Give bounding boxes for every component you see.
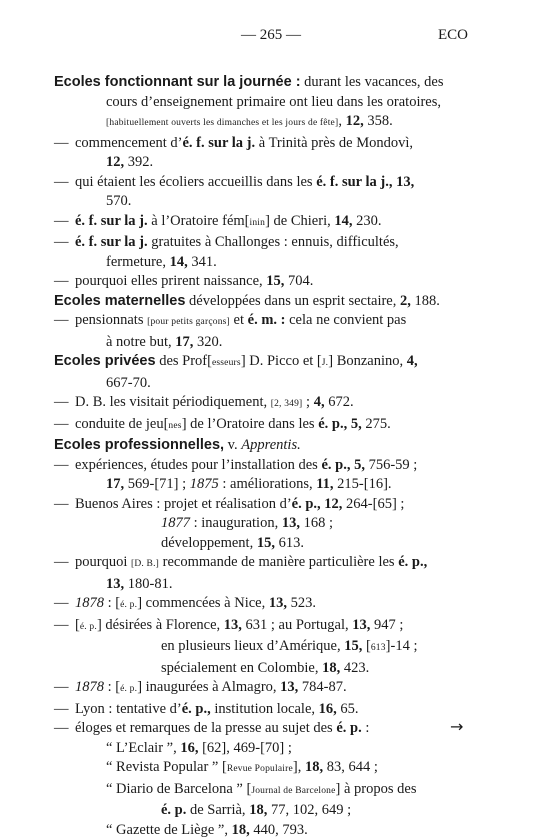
entry-line: — Buenos Aires : projet et réalisation d’é. p., 12, 264-[65] ; [54,495,484,515]
entry-line: 570. [54,192,484,212]
entry-line: 13, 180-81. [54,575,484,595]
entry-line: — pensionnats [pour petits garçons] et é. m. : cela ne convient pas [54,311,484,333]
entry-line: — é. f. sur la j. à l’Oratoire fém[inin] de Chieri, 14, 230. [54,212,484,234]
entry-line: Ecoles privées des Prof[esseurs] D. Picco et [J.] Bonzanino, 4, [54,352,484,374]
index-entry [54,456,484,495]
index-entry [54,212,484,234]
index-entry [54,700,484,720]
page-number: — 265 — [0,27,542,44]
entry-line: — pourquoi elles prirent naissance, 15, 704. [54,272,484,292]
index-entry [54,594,484,616]
entry-line: 12, 392. [54,153,484,173]
index-entry [54,233,484,272]
index-entry [54,495,484,554]
index-entry [54,553,484,594]
entry-line: 17, 569-[71] ; 1875 : améliorations, 11, 215-[16]. [54,475,484,495]
entry-line: cours d’enseignement primaire ont lieu dans les oratoires, [54,93,484,113]
entry-line: — [é. p.] désirées à Florence, 13, 631 ; au Portugal, 13, 947 ; [54,616,484,638]
index-entry [54,311,484,352]
entry-line: à notre but, 17, 320. [54,333,484,353]
index-entry [54,352,484,393]
index-entries [54,73,484,840]
index-entry [54,393,484,415]
entry-line: “ L’Eclair ”, 16, [62], 469-[70] ; [54,739,484,759]
entry-line: — conduite de jeu[nes] de l’Oratoire dans les é. p., 5, 275. [54,415,484,437]
entry-line: — qui étaient les écoliers accueillis dans les é. f. sur la j., 13, [54,173,484,193]
entry-line: é. p. de Sarrià, 18, 77, 102, 649 ; [54,801,484,821]
entry-line: Ecoles fonctionnant sur la journée : durant les vacances, des [54,73,484,93]
entry-line: — D. B. les visitait périodiquement, [2, 349] ; 4, 672. [54,393,484,415]
index-entry [54,415,484,437]
entry-line: “ Gazette de Liège ”, 18, 440, 793. [54,821,484,840]
entry-line: — 1878 : [é. p.] inaugurées à Almagro, 13, 784-87. [54,678,484,700]
index-entry [54,436,484,456]
entry-line: — Lyon : tentative d’é. p., institution locale, 16, 65. [54,700,484,720]
index-entry [54,173,484,212]
entry-line: — commencement d’é. f. sur la j. à Trinità près de Mondovì, [54,134,484,154]
continue-arrow-icon: → [450,717,463,736]
entry-line: “ Revista Popular ” [Revue Populaire], 18, 83, 644 ; [54,758,484,780]
index-entry [54,134,484,173]
entry-line: spécialement en Colombie, 18, 423. [54,659,484,679]
index-entry [54,292,484,312]
entry-line: 667-70. [54,374,484,394]
entry-line: développement, 15, 613. [54,534,484,554]
index-entry [54,272,484,292]
running-head: ECO [438,27,468,44]
entry-line: Ecoles professionnelles, v. Apprentis. [54,436,484,456]
entry-line: Ecoles maternelles développées dans un esprit sectaire, 2, 188. [54,292,484,312]
entry-line: — é. f. sur la j. gratuites à Challonges : ennuis, difficultés, [54,233,484,253]
index-entry [54,73,484,134]
index-entry [54,719,484,840]
entry-line: — éloges et remarques de la presse au sujet des é. p. : [54,719,484,739]
entry-line: “ Diario de Barcelona ” [Journal de Barcelone] à propos des [54,780,484,802]
entry-line: — 1878 : [é. p.] commencées à Nice, 13, 523. [54,594,484,616]
entry-line: en plusieurs lieux d’Amérique, 15, [613]-14 ; [54,637,484,659]
entry-line: [habituellement ouverts les dimanches et les jours de fête], 12, 358. [54,112,484,134]
index-entry [54,678,484,700]
entry-line: fermeture, 14, 341. [54,253,484,273]
page-header [0,27,542,47]
entry-line: — pourquoi [D. B.] recommande de manière particulière les é. p., [54,553,484,575]
entry-line: — expériences, études pour l’installation des é. p., 5, 756-59 ; [54,456,484,476]
entry-line: 1877 : inauguration, 13, 168 ; [54,514,484,534]
index-entry [54,616,484,679]
